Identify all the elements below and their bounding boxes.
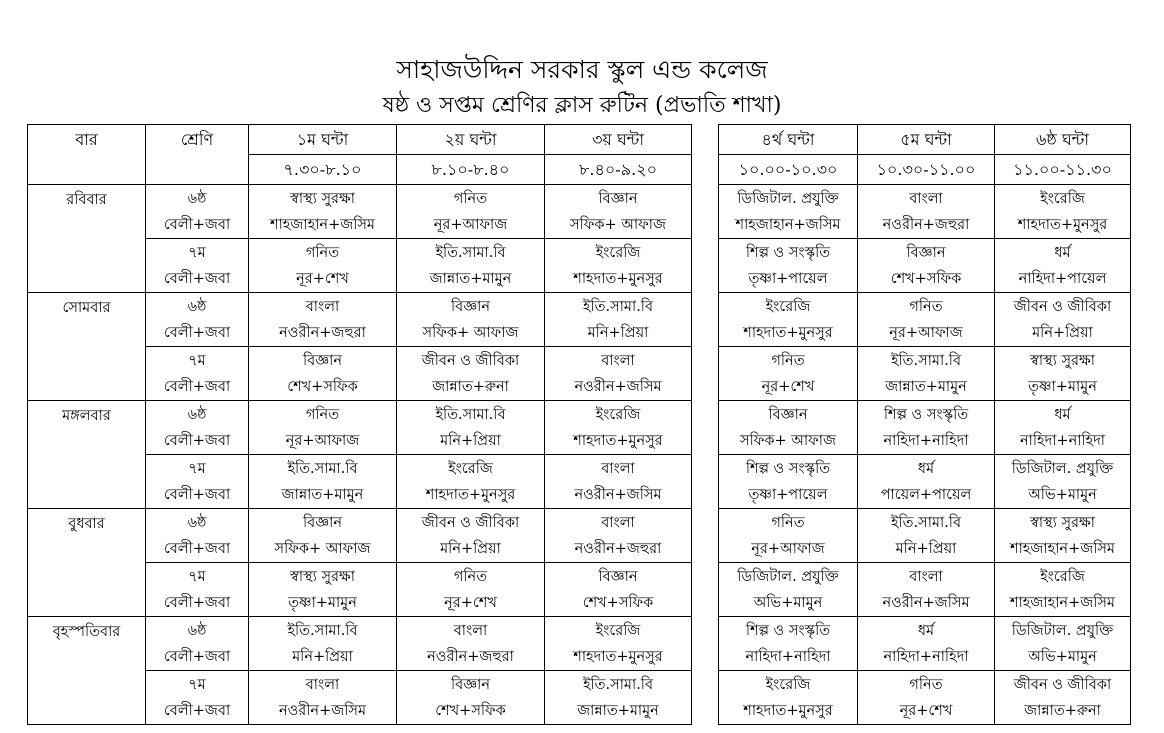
teacher: নওরীন+জহুরা — [574, 540, 662, 557]
teacher: জান্নাত+মামুন — [429, 270, 512, 287]
teacher: পায়েল+পায়েল — [880, 486, 972, 503]
period-cell — [858, 239, 995, 293]
period-cell — [995, 455, 1131, 509]
subject: ডিজিটাল. প্রযুক্তি — [1011, 460, 1114, 477]
class-cell — [146, 347, 249, 401]
break-gap — [692, 455, 719, 509]
subject: বাংলা — [909, 190, 943, 207]
subject: বিজ্ঞান — [451, 676, 490, 693]
subject: জীবন ও জীবিকা — [1013, 676, 1112, 693]
subject: বাংলা — [909, 568, 943, 585]
teacher: অভি+মামুন — [1028, 486, 1097, 503]
teacher: শাহদাত+মুনসুর — [425, 486, 516, 503]
teacher: নূর+শেখ — [761, 378, 815, 395]
subject: ইংরেজি — [1040, 568, 1085, 585]
subject: গনিত — [305, 406, 340, 423]
subject: গনিত — [771, 514, 805, 531]
period-cell — [719, 455, 858, 509]
teacher: নওরীন+জহুরা — [279, 324, 366, 341]
subject: ইতি.সামা.বি — [435, 244, 506, 261]
break-gap — [692, 125, 719, 155]
subject: ইতি.সামা.বি — [435, 406, 506, 423]
period-cell — [719, 185, 858, 239]
period-time: ৮.১০-৮.৪০ — [397, 155, 545, 185]
break-gap — [692, 401, 719, 455]
class-cell — [146, 293, 249, 347]
day-name: মঙ্গলবার — [28, 401, 146, 509]
period-cell — [995, 293, 1131, 347]
period-cell — [397, 185, 545, 239]
period-cell — [719, 347, 858, 401]
class-level: ৬ষ্ঠ — [187, 190, 207, 207]
class-level: ৭ম — [188, 568, 206, 585]
class-level: ৬ষ্ঠ — [187, 622, 207, 639]
subject: ইংরেজি — [765, 298, 811, 315]
teacher: তৃষ্ণা+মামুন — [288, 594, 357, 611]
subject: ধর্ম — [917, 622, 935, 639]
teacher: জান্নাত+মামুন — [885, 378, 967, 395]
school-name: সাহাজউদ্দিন সরকার স্কুল এন্ড কলেজ — [396, 55, 768, 84]
period-cell — [249, 617, 397, 671]
schedule-row — [28, 401, 1131, 455]
teacher: তৃষ্ণা+মামুন — [1028, 378, 1097, 395]
period-cell — [995, 185, 1131, 239]
teacher: শাহদাত+মুনসুর — [573, 432, 663, 449]
subject: ইতি.সামা.বি — [287, 460, 358, 477]
period-cell — [545, 239, 692, 293]
teacher: শাহদাত+মুনসুর — [1017, 216, 1108, 233]
class-level: ৬ষ্ঠ — [187, 514, 207, 531]
teacher: নূর+আফাজ — [285, 432, 360, 449]
break-gap — [692, 563, 719, 617]
class-level: ৭ম — [188, 244, 206, 261]
teacher: নূর+আফাজ — [889, 324, 963, 341]
period-cell — [719, 293, 858, 347]
teacher: শাহদাত+মুনসুর — [743, 702, 833, 719]
teacher: সফিক+ আফাজ — [274, 540, 371, 557]
subject: ইতি.সামা.বি — [890, 514, 962, 531]
period-cell — [995, 239, 1131, 293]
schedule-row — [28, 563, 1131, 617]
subject: শিল্প ও সংস্কৃতি — [745, 244, 831, 261]
period-cell — [397, 671, 545, 725]
teacher: শেখ+সফিক — [435, 702, 506, 719]
class-level: ৬ষ্ঠ — [187, 406, 207, 423]
subject: বিজ্ঞান — [598, 568, 638, 585]
class-cell — [146, 617, 249, 671]
subject: শিল্প ও সংস্কৃতি — [745, 622, 831, 639]
period-cell — [719, 617, 858, 671]
day-name: সোমবার — [28, 293, 146, 401]
schedule-row — [28, 509, 1131, 563]
subject: ইতি.সামা.বি — [287, 622, 358, 639]
subject: বাংলা — [453, 622, 488, 639]
teacher: নওরীন+জসিম — [574, 486, 662, 503]
break-gap — [692, 617, 719, 671]
period-cell — [858, 347, 995, 401]
subject: ইংরেজি — [595, 406, 641, 423]
period-cell — [858, 509, 995, 563]
teacher: শেখ+সফিক — [287, 378, 358, 395]
teacher: নূর+শেখ — [899, 702, 953, 719]
break-gap — [692, 293, 719, 347]
class-level: ৭ম — [188, 676, 206, 693]
class-section: বেলী+জবা — [163, 486, 231, 503]
subject: বাংলা — [601, 460, 635, 477]
period-header: ২য় ঘন্টা — [397, 125, 545, 155]
period-time: ১০.৩০-১১.০০ — [858, 155, 995, 185]
period-cell — [858, 455, 995, 509]
period-cell — [995, 509, 1131, 563]
subject: স্বাস্থ্য সুরক্ষা — [1030, 352, 1095, 369]
teacher: জান্নাত+মামুন — [577, 702, 659, 719]
class-routine-table — [27, 124, 1131, 725]
teacher: নাহিদা+পায়েল — [1018, 270, 1107, 287]
subject: ডিজিটাল. প্রযুক্তি — [737, 190, 839, 207]
schedule-row — [28, 671, 1131, 725]
period-cell — [545, 347, 692, 401]
teacher: শাহদাত+মুনসুর — [573, 270, 663, 287]
class-section: বেলী+জবা — [163, 378, 231, 395]
period-cell — [719, 401, 858, 455]
teacher: নূর+শেখ — [296, 270, 349, 287]
period-cell — [397, 455, 545, 509]
class-cell — [146, 671, 249, 725]
teacher: নওরীন+জসিম — [882, 594, 970, 611]
teacher: নওরীন+জহুরা — [427, 648, 514, 665]
period-cell — [249, 293, 397, 347]
teacher: নূর+শেখ — [444, 594, 497, 611]
class-header: শ্রেণি — [146, 125, 249, 185]
period-cell — [858, 401, 995, 455]
schedule-row — [28, 239, 1131, 293]
subject: ইংরেজি — [765, 676, 811, 693]
period-cell — [545, 509, 692, 563]
subject: বিজ্ঞান — [303, 514, 342, 531]
period-cell — [858, 563, 995, 617]
period-cell — [858, 671, 995, 725]
subject: বাংলা — [601, 514, 635, 531]
period-cell — [249, 671, 397, 725]
period-header: ৪র্থ ঘন্টা — [719, 125, 858, 155]
subject: গনিত — [771, 352, 805, 369]
class-level: ৬ষ্ঠ — [187, 298, 207, 315]
subject: ইতি.সামা.বি — [890, 352, 962, 369]
teacher: শাহজাহান+জসিম — [1010, 540, 1115, 557]
class-section: বেলী+জবা — [163, 702, 231, 719]
period-cell — [995, 401, 1131, 455]
subject: ইংরেজি — [1040, 190, 1085, 207]
period-cell — [249, 509, 397, 563]
teacher: শাহজাহান+জসিম — [270, 216, 375, 233]
period-cell — [249, 185, 397, 239]
teacher: শেখ+সফিক — [582, 594, 654, 611]
break-gap — [692, 509, 719, 563]
break-gap — [692, 671, 719, 725]
subject: গনিত — [909, 298, 943, 315]
period-cell — [858, 293, 995, 347]
teacher: জান্নাত+রুনা — [1024, 702, 1101, 719]
teacher: শাহজাহান+জসিম — [1010, 594, 1115, 611]
period-cell — [397, 509, 545, 563]
period-cell — [719, 563, 858, 617]
period-cell — [249, 239, 397, 293]
class-cell — [146, 455, 249, 509]
teacher: শেখ+সফিক — [890, 270, 962, 287]
subject: গনিত — [453, 568, 488, 585]
teacher: মনি+প্রিয়া — [587, 324, 649, 341]
subject: বিজ্ঞান — [906, 244, 946, 261]
period-cell — [719, 671, 858, 725]
subject: গনিত — [453, 190, 488, 207]
period-header: ৬ষ্ঠ ঘন্টা — [995, 125, 1131, 155]
break-gap — [692, 155, 719, 185]
subject: ইংরেজি — [448, 460, 493, 477]
day-name: বৃহস্পতিবার — [28, 617, 146, 725]
class-section: বেলী+জবা — [163, 648, 231, 665]
period-cell — [545, 617, 692, 671]
period-cell — [397, 239, 545, 293]
class-section: বেলী+জবা — [163, 324, 231, 341]
period-cell — [995, 563, 1131, 617]
subject: শিল্প ও সংস্কৃতি — [883, 406, 969, 423]
subject: ইতি.সামা.বি — [582, 676, 654, 693]
teacher: নওরীন+জহুরা — [882, 216, 970, 233]
teacher: তৃষ্ণা+পায়েল — [748, 270, 828, 287]
period-cell — [397, 563, 545, 617]
period-header: ১ম ঘন্টা — [249, 125, 397, 155]
teacher: জান্নাত+রুনা — [432, 378, 509, 395]
period-cell — [249, 347, 397, 401]
day-name: বুধবার — [28, 509, 146, 617]
period-cell — [545, 185, 692, 239]
teacher: মনি+প্রিয়া — [895, 540, 957, 557]
subject: বিজ্ঞান — [768, 406, 808, 423]
class-section: বেলী+জবা — [163, 540, 231, 557]
subject: ডিজিটাল. প্রযুক্তি — [737, 568, 839, 585]
subject: বাংলা — [305, 676, 340, 693]
class-cell — [146, 239, 249, 293]
subject: জীবন ও জীবিকা — [421, 352, 520, 369]
teacher: নাহিদা+নাহিদা — [883, 432, 969, 449]
teacher: মনি+প্রিয়া — [440, 540, 501, 557]
period-cell — [545, 563, 692, 617]
subject: গনিত — [305, 244, 340, 261]
teacher: নওরীন+জসিম — [278, 702, 366, 719]
subject: স্বাস্থ্য সুরক্ষা — [290, 568, 355, 585]
period-time: ১১.০০-১১.৩০ — [995, 155, 1131, 185]
teacher: শাহদাত+মুনসুর — [743, 324, 833, 341]
day-header: বার — [28, 125, 146, 185]
break-gap — [692, 239, 719, 293]
subject: স্বাস্থ্য সুরক্ষা — [1030, 514, 1095, 531]
day-name: রবিবার — [28, 185, 146, 293]
period-cell — [397, 293, 545, 347]
class-cell — [146, 509, 249, 563]
schedule-row — [28, 293, 1131, 347]
class-section: বেলী+জবা — [163, 216, 231, 233]
period-cell — [397, 401, 545, 455]
teacher: নূর+আফাজ — [433, 216, 508, 233]
subject: ধর্ম — [917, 460, 935, 477]
subject: ইতি.সামা.বি — [582, 298, 654, 315]
teacher: মনি+প্রিয়া — [292, 648, 353, 665]
period-cell — [249, 563, 397, 617]
class-cell — [146, 401, 249, 455]
subject: ধর্ম — [1054, 244, 1071, 261]
period-cell — [995, 347, 1131, 401]
subject: বাংলা — [601, 352, 635, 369]
teacher: নাহিদা+নাহিদা — [1019, 432, 1106, 449]
schedule-row — [28, 347, 1131, 401]
teacher: নূর+আফাজ — [751, 540, 825, 557]
class-section: বেলী+জবা — [163, 594, 231, 611]
teacher: নাহিদা+নাহিদা — [745, 648, 831, 665]
period-cell — [249, 401, 397, 455]
subject: শিল্প ও সংস্কৃতি — [745, 460, 831, 477]
teacher: অভি+মামুন — [1028, 648, 1097, 665]
teacher: তৃষ্ণা+পায়েল — [748, 486, 828, 503]
schedule-row — [28, 617, 1131, 671]
teacher: শাহজাহান+জসিম — [735, 216, 841, 233]
teacher: জান্নাত+মামুন — [281, 486, 364, 503]
period-cell — [719, 239, 858, 293]
period-cell — [397, 347, 545, 401]
break-gap — [692, 185, 719, 239]
period-cell — [545, 671, 692, 725]
class-cell — [146, 563, 249, 617]
period-cell — [719, 509, 858, 563]
teacher: সফিক+ আফাজ — [570, 216, 666, 233]
period-cell — [545, 293, 692, 347]
period-cell — [545, 455, 692, 509]
class-section: বেলী+জবা — [163, 432, 231, 449]
teacher: নাহিদা+নাহিদা — [883, 648, 969, 665]
subject: ডিজিটাল. প্রযুক্তি — [1011, 622, 1114, 639]
schedule-row — [28, 185, 1131, 239]
class-cell — [146, 185, 249, 239]
period-cell — [995, 671, 1131, 725]
period-time: ১০.০০-১০.৩০ — [719, 155, 858, 185]
teacher: সফিক+ আফাজ — [740, 432, 836, 449]
period-cell — [858, 185, 995, 239]
subject: বাংলা — [305, 298, 340, 315]
teacher: সফিক+ আফাজ — [422, 324, 519, 341]
subject: জীবন ও জীবিকা — [1013, 298, 1112, 315]
class-section: বেলী+জবা — [163, 270, 231, 287]
period-time: ৮.৪০-৯.২০ — [545, 155, 692, 185]
period-cell — [858, 617, 995, 671]
period-time: ৭.৩০-৮.১০ — [249, 155, 397, 185]
teacher: মনি+প্রিয়া — [1032, 324, 1093, 341]
period-cell — [545, 401, 692, 455]
subject: জীবন ও জীবিকা — [421, 514, 520, 531]
subject: ধর্ম — [1054, 406, 1071, 423]
routine-title: ষষ্ঠ ও সপ্তম শ্রেণির ক্লাস রুটিন (প্রভাতি শাখা) — [382, 93, 782, 118]
subject: বিজ্ঞান — [303, 352, 342, 369]
class-level: ৭ম — [188, 460, 206, 477]
schedule-row — [28, 455, 1131, 509]
subject: গনিত — [909, 676, 943, 693]
subject: ইংরেজি — [595, 622, 641, 639]
period-header: ৫ম ঘন্টা — [858, 125, 995, 155]
period-cell — [397, 617, 545, 671]
break-gap — [692, 347, 719, 401]
subject: ইংরেজি — [595, 244, 641, 261]
teacher: অভি+মামুন — [753, 594, 823, 611]
period-cell — [995, 617, 1131, 671]
period-header: ৩য় ঘন্টা — [545, 125, 692, 155]
class-level: ৭ম — [188, 352, 206, 369]
header-row — [28, 125, 1131, 155]
subject: স্বাস্থ্য সুরক্ষা — [290, 190, 355, 207]
period-cell — [249, 455, 397, 509]
teacher: নওরীন+জসিম — [574, 378, 662, 395]
subject: বিজ্ঞান — [598, 190, 638, 207]
subject: বিজ্ঞান — [451, 298, 490, 315]
teacher: মনি+প্রিয়া — [440, 432, 501, 449]
teacher: শাহদাত+মুনসুর — [573, 648, 663, 665]
